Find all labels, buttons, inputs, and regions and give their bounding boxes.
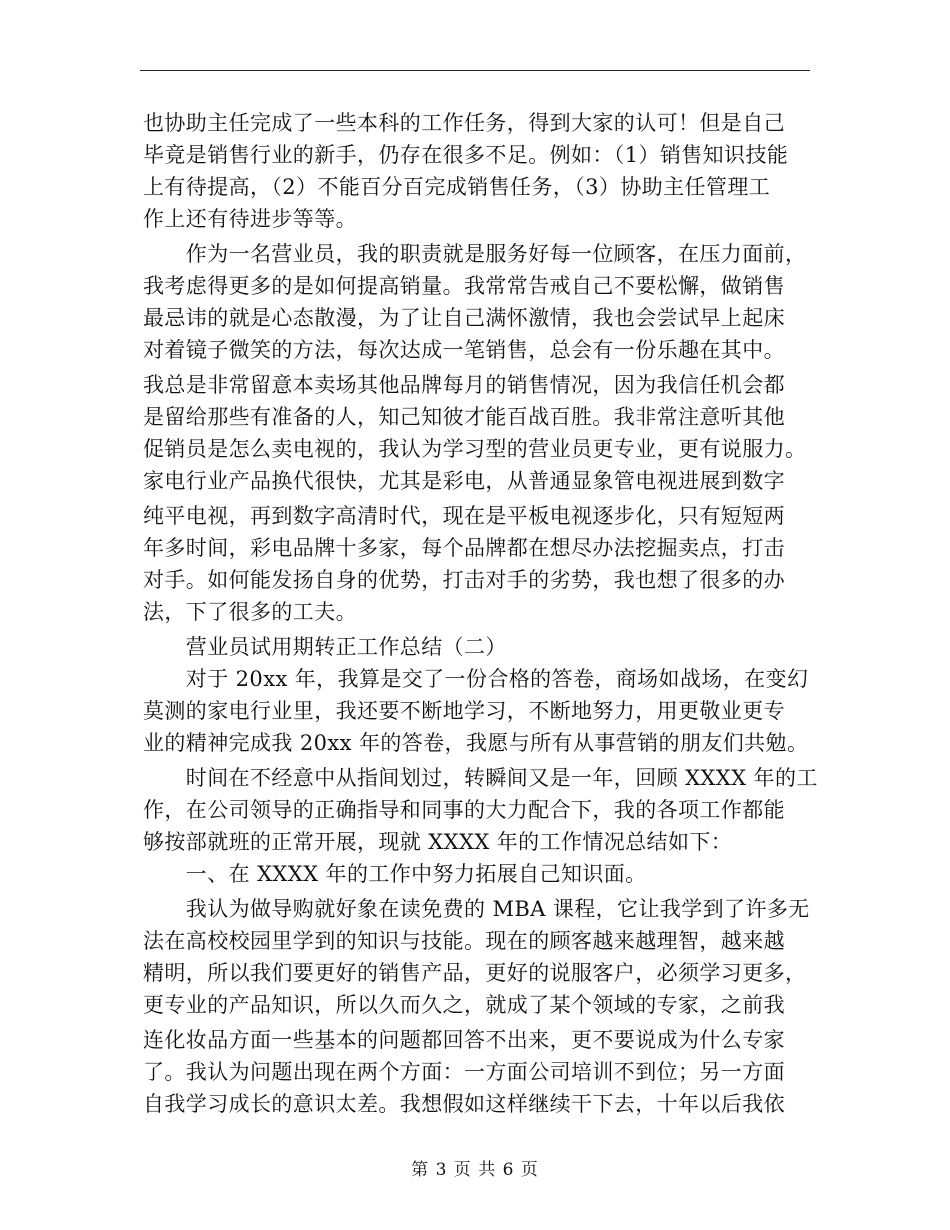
- text-line: 对手。如何能发扬自身的优势，打击对手的劣势，我也想了很多的办: [143, 568, 785, 592]
- text-line: 毕竟是销售行业的新手，仍存在很多不足。例如：（1）销售知识技能: [143, 143, 789, 167]
- text-line: 够按部就班的正常开展，现就 XXXX 年的工作情况总结如下：: [143, 830, 733, 854]
- text-line: 对着镜子微笑的方法，每次达成一笔销售，总会有一份乐趣在其中。: [143, 338, 785, 362]
- text-line: 精明，所以我们要更好的销售产品，更好的说服客户，必须学习更多，: [143, 961, 807, 985]
- text-line: 家电行业产品换代很快，尤其是彩电，从普通显象管电视进展到数字: [143, 469, 785, 493]
- text-line: 了。我认为问题出现在两个方面：一方面公司培训不到位；另一方面: [143, 1060, 785, 1084]
- text-line: 连化妆品方面一些基本的问题都回答不出来，更不要说成为什么专家: [143, 1028, 785, 1052]
- text-line: 促销员是怎么卖电视的，我认为学习型的营业员更专业，更有说服力。: [143, 437, 807, 461]
- sub-heading: 一、在 XXXX 年的工作中努力拓展自己知识面。: [143, 862, 647, 886]
- text-line: 莫测的家电行业里，我还要不断地学习，不断地努力，用更敬业更专: [143, 699, 785, 723]
- text-line: 也协助主任完成了一些本科的工作任务，得到大家的认可！但是自己: [143, 111, 785, 135]
- text-line: 自我学习成长的意识太差。我想假如这样继续干下去，十年以后我依: [143, 1092, 785, 1116]
- text-line: 我考虑得更多的是如何提高销量。我常常告戒自己不要松懈，做销售: [143, 274, 785, 298]
- text-line: 作上还有待进步等等。: [143, 207, 357, 231]
- section-heading: 营业员试用期转正工作总结（二）: [143, 635, 507, 659]
- text-line: 上有待提高，（2）不能百分百完成销售任务，（3）协助主任管理工: [143, 175, 771, 199]
- text-line: 更专业的产品知识，所以久而久之，就成了某个领域的专家，之前我: [143, 993, 785, 1017]
- text-line: 作，在公司领导的正确指导和同事的大力配合下，我的各项工作都能: [143, 798, 785, 822]
- text-line: 我认为做导购就好象在读免费的 MBA 课程，它让我学到了许多无: [143, 897, 810, 921]
- text-line: 纯平电视，再到数字高清时代，现在是平板电视逐步化，只有短短两: [143, 504, 785, 528]
- text-line: 作为一名营业员，我的职责就是服务好每一位顾客，在压力面前，: [143, 242, 807, 266]
- text-line: 是留给那些有准备的人，知己知彼才能百战百胜。我非常注意听其他: [143, 405, 785, 429]
- header-rule: [140, 70, 810, 71]
- text-line: 法，下了很多的工夫。: [143, 600, 357, 624]
- text-line: 业的精神完成我 20xx 年的答卷，我愿与所有从事营销的朋友们共勉。: [143, 731, 809, 755]
- text-line: 时间在不经意中从指间划过，转瞬间又是一年，回顾 XXXX 年的工: [143, 766, 818, 790]
- text-line: 我总是非常留意本卖场其他品牌每月的销售情况，因为我信任机会都: [143, 373, 785, 397]
- page-number-footer: 第 3 页 共 6 页: [411, 1160, 539, 1180]
- text-line: 最忌讳的就是心态散漫，为了让自己满怀激情，我也会尝试早上起床: [143, 306, 785, 330]
- text-line: 法在高校校园里学到的知识与技能。现在的顾客越来越理智，越来越: [143, 929, 785, 953]
- text-line: 对于 20xx 年，我算是交了一份合格的答卷，商场如战场，在变幻: [143, 667, 809, 691]
- text-line: 年多时间，彩电品牌十多家，每个品牌都在想尽办法挖掘卖点，打击: [143, 536, 785, 560]
